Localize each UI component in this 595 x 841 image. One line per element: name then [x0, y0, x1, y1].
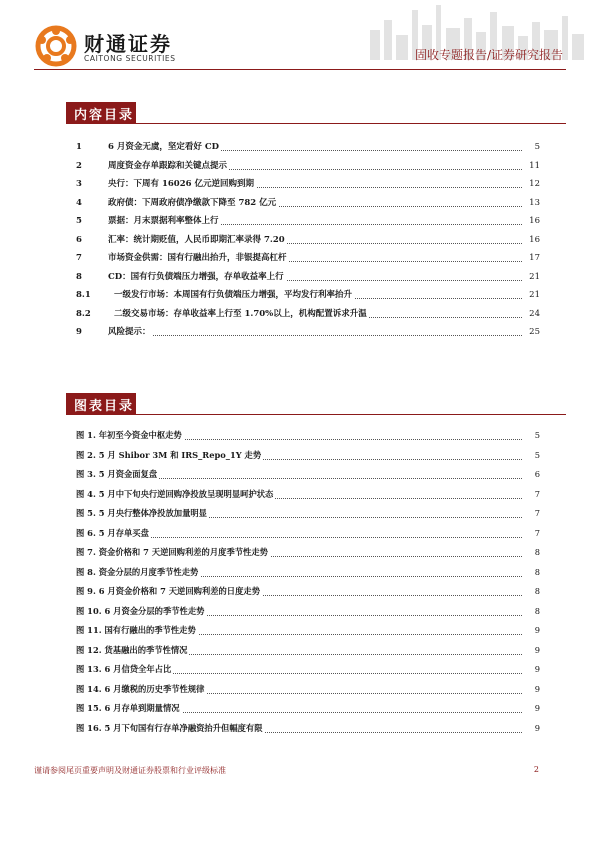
figure-entry[interactable]	[76, 719, 540, 739]
figure-entry[interactable]	[76, 543, 540, 563]
figure-entry[interactable]	[76, 582, 540, 602]
toc-entry[interactable]	[76, 231, 540, 250]
toc-entry-title: CD：国有行负债端压力增强，存单收益率上行	[108, 271, 284, 282]
figures-section-header	[66, 393, 566, 415]
figure-entry-page: 9	[534, 644, 540, 655]
figure-entry-page: 9	[534, 722, 540, 733]
toc-entry-page: 13	[529, 197, 540, 208]
figure-entry[interactable]	[76, 621, 540, 641]
figure-entry[interactable]	[76, 446, 540, 466]
figure-entry-page: 6	[534, 469, 540, 479]
figure-entry-title: 图 5. 5 月央行整体净投放加量明显	[76, 508, 207, 518]
figure-entry-page: 5	[534, 430, 540, 440]
logo-chinese-text: 财通证券	[84, 32, 172, 56]
toc-entry[interactable]	[76, 175, 540, 194]
figure-entry-page: 5	[534, 449, 540, 460]
page-number: 2	[533, 765, 539, 774]
contents-list	[76, 138, 540, 342]
footer-disclaimer: 谨请参阅尾页重要声明及财通证券股票和行业评级标准	[34, 766, 226, 775]
figure-entry-title: 图 15. 6 月存单到期量情况	[76, 703, 180, 713]
toc-entry-number: 4	[76, 197, 82, 208]
figure-entry[interactable]	[76, 504, 540, 524]
contents-title: 内容目录	[74, 108, 135, 123]
toc-entry-number: 8	[76, 271, 82, 282]
toc-entry-number: 9	[76, 327, 82, 337]
toc-entry-title: 周度资金存单跟踪和关键点提示	[108, 160, 228, 171]
toc-entry-title: 6 月资金无虞，坚定看好 CD	[108, 142, 219, 152]
toc-entry-number: 5	[76, 216, 82, 226]
figure-entry-page: 9	[534, 625, 540, 635]
figure-entry-title: 图 11. 国有行融出的季节性走势	[76, 625, 196, 635]
figure-entry-title: 图 7. 资金价格和 7 天逆回购利差的月度季节性走势	[76, 547, 268, 557]
toc-entry-page: 17	[529, 253, 540, 263]
figure-entry-title: 图 13. 6 月信贷全年占比	[76, 664, 172, 674]
figure-entry-title: 图 9. 6 月资金价格和 7 天逆回购利差的日度走势	[76, 586, 260, 596]
toc-entry-number: 3	[76, 179, 82, 189]
toc-entry-title: 票据：月末票据利率整体上行	[108, 216, 219, 226]
figure-entry[interactable]	[76, 641, 540, 661]
toc-entry-page: 25	[529, 327, 540, 337]
figure-entry-title: 图 1. 年初至今资金中枢走势	[76, 430, 182, 440]
toc-entry-page: 12	[529, 179, 540, 189]
toc-entry[interactable]	[76, 305, 540, 324]
toc-entry[interactable]	[76, 249, 540, 268]
logo-mark-icon	[34, 24, 78, 68]
figure-entry-title: 图 16. 5 月下旬国有行存单净融资抬升但幅度有限	[76, 722, 263, 733]
contents-section-header	[66, 102, 566, 124]
figure-entry-title: 图 6. 5 月存单买盘	[76, 527, 149, 538]
figure-entry[interactable]	[76, 699, 540, 719]
toc-entry-number: 8.2	[76, 308, 91, 319]
figures-list	[76, 426, 540, 738]
toc-entry-title: 一级发行市场：本周国有行负债端压力增强，平均发行利率抬升	[114, 290, 353, 300]
report-type-label: 固收专题报告/证券研究报告	[414, 48, 563, 62]
figure-entry-page: 8	[534, 605, 540, 616]
logo-english-text: CAITONG SECURITIES	[84, 54, 176, 63]
toc-entry-page: 21	[529, 271, 540, 282]
figure-entry-page: 8	[534, 586, 540, 596]
figure-entry-page: 7	[534, 527, 540, 538]
toc-entry-number: 1	[76, 142, 82, 152]
figure-entry-title: 图 8. 资金分层的月度季节性走势	[76, 566, 199, 577]
toc-entry[interactable]	[76, 323, 540, 342]
toc-entry[interactable]	[76, 286, 540, 305]
toc-entry-page: 24	[529, 308, 540, 319]
toc-entry[interactable]	[76, 157, 540, 176]
figure-entry[interactable]	[76, 426, 540, 446]
toc-entry-title: 二级交易市场：存单收益率上行至 1.70%以上，机构配置诉求升温	[114, 308, 367, 319]
figure-entry-page: 7	[534, 508, 540, 518]
figure-entry-title: 图 10. 6 月资金分层的季节性走势	[76, 605, 205, 616]
figure-entry[interactable]	[76, 602, 540, 622]
toc-entry-page: 21	[529, 290, 540, 300]
figure-entry-title: 图 12. 货基融出的季节性情况	[76, 644, 188, 655]
toc-entry-title: 汇率：统计期贬值，人民币即期汇率录得 7.20	[108, 234, 285, 245]
toc-entry-title: 政府债：下周政府债净缴款下降至 782 亿元	[108, 197, 277, 208]
toc-entry-page: 5	[534, 142, 540, 152]
toc-entry[interactable]	[76, 194, 540, 213]
toc-entry-number: 7	[76, 253, 82, 263]
toc-entry-number: 2	[76, 160, 82, 171]
toc-entry-page: 16	[529, 234, 540, 245]
figure-entry[interactable]	[76, 524, 540, 544]
toc-entry-title: 风险提示：	[108, 327, 151, 337]
figures-title: 图表目录	[74, 399, 135, 414]
figure-entry-page: 8	[534, 566, 540, 577]
toc-entry[interactable]	[76, 212, 540, 231]
toc-entry-title: 市场资金供需：国有行融出抬升，非银提高杠杆	[108, 253, 287, 263]
toc-entry-title: 央行：下周有 16026 亿元逆回购到期	[108, 179, 254, 189]
figure-entry[interactable]	[76, 485, 540, 505]
toc-entry-number: 6	[76, 234, 82, 245]
company-logo	[34, 24, 194, 70]
figure-entry-page: 7	[534, 488, 540, 499]
figure-entry-title: 图 2. 5 月 Shibor 3M 和 IRS_Repo_1Y 走势	[76, 449, 262, 460]
toc-entry[interactable]	[76, 268, 540, 287]
figure-entry-title: 图 3. 5 月资金面复盘	[76, 469, 158, 479]
toc-entry-page: 11	[529, 160, 540, 171]
figure-entry[interactable]	[76, 680, 540, 700]
figure-entry-title: 图 4. 5 月中下旬央行逆回购净投放呈现明显呵护状态	[76, 488, 274, 499]
page-header	[0, 0, 595, 90]
toc-entry[interactable]	[76, 138, 540, 157]
figure-entry-page: 9	[534, 683, 540, 694]
figure-entry[interactable]	[76, 563, 540, 583]
figure-entry[interactable]	[76, 465, 540, 485]
figure-entry-title: 图 14. 6 月缴税的历史季节性规律	[76, 683, 205, 694]
figure-entry-page: 8	[534, 547, 540, 557]
toc-entry-number: 8.1	[76, 290, 91, 300]
figure-entry[interactable]	[76, 660, 540, 680]
figure-entry-page: 9	[534, 703, 540, 713]
figure-entry-page: 9	[534, 664, 540, 674]
header-divider	[34, 69, 566, 70]
toc-entry-page: 16	[529, 216, 540, 226]
